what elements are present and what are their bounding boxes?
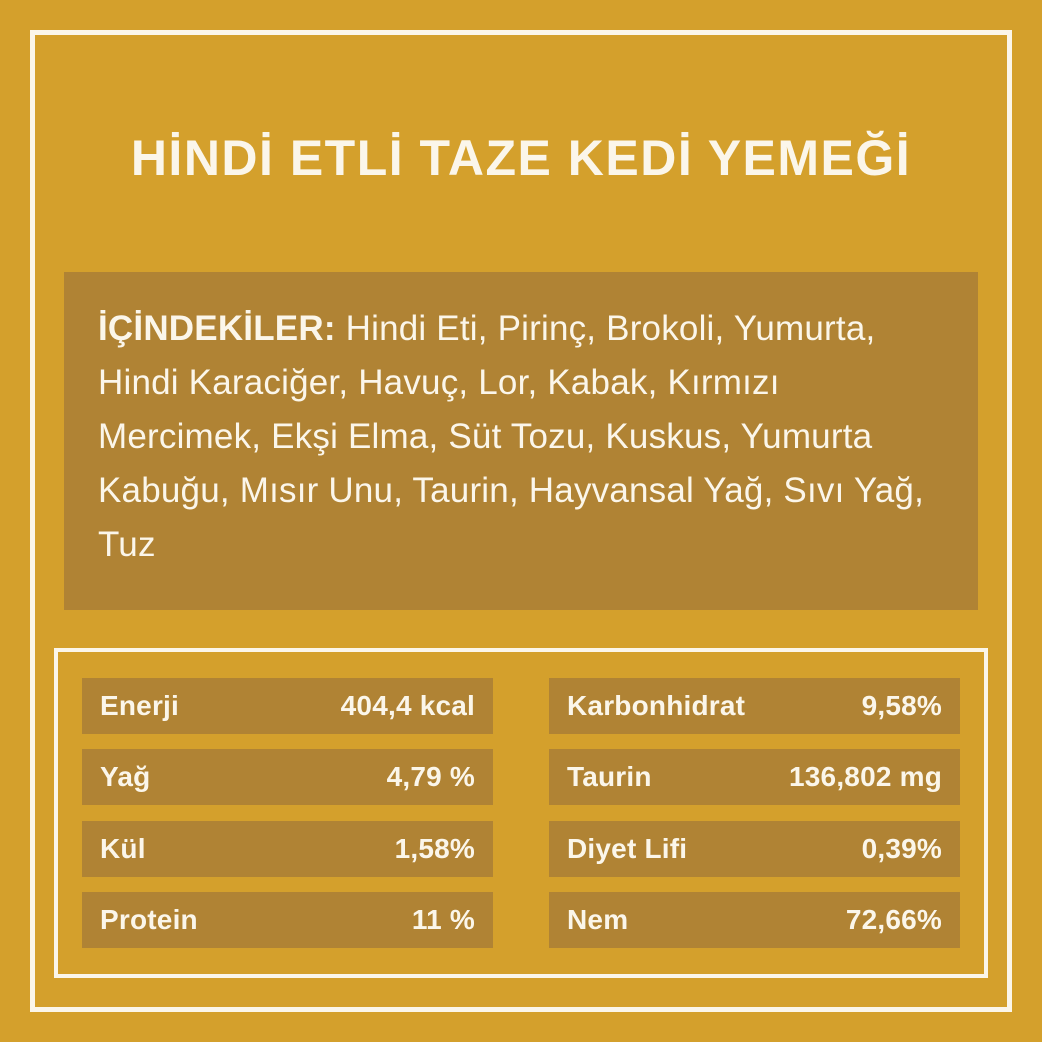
nutrient-value: 136,802 mg xyxy=(789,761,942,793)
nutrient-value: 4,79 % xyxy=(386,761,475,793)
analysis-column-left xyxy=(82,678,493,948)
nutrient-value: 72,66% xyxy=(845,903,942,935)
nutrient-value: 9,58% xyxy=(861,690,942,721)
nutrient-value: 1,58% xyxy=(394,832,475,864)
nutrient-row xyxy=(82,678,493,734)
analysis-column-right xyxy=(549,678,960,948)
nutrient-row xyxy=(549,678,960,734)
nutrient-name: Kül xyxy=(100,832,146,864)
ingredients-text xyxy=(98,302,944,572)
nutrient-row xyxy=(549,892,960,948)
nutrient-name: Diyet Lifi xyxy=(567,832,688,864)
analysis-panel xyxy=(54,648,988,978)
ingredients-label: İÇİNDEKİLER: xyxy=(98,309,336,348)
nutrient-value: 11 % xyxy=(411,903,475,935)
ingredients-panel xyxy=(64,272,978,610)
nutrient-row xyxy=(82,749,493,805)
nutrient-name: Karbonhidrat xyxy=(567,690,746,721)
nutrient-row xyxy=(549,749,960,805)
nutrient-value: 0,39% xyxy=(861,832,942,864)
nutrient-name: Protein xyxy=(100,903,198,935)
nutrient-name: Enerji xyxy=(100,690,180,721)
nutrient-row xyxy=(82,821,493,877)
nutrient-value: 404,4 kcal xyxy=(340,690,475,721)
nutrient-name: Taurin xyxy=(567,761,652,793)
ingredients-list: Hindi Eti, Pirinç, Brokoli, Yumurta, Hindi Karaciğer, Havuç, Lor, Kabak, Kırmızı Mercimek, Ekşi Elma, Süt Tozu, Kuskus, Yumurta Kabuğu, Mısır Unu, Taurin, Hayvansal Yağ, Sıvı Yağ, Tuz xyxy=(98,309,925,564)
nutrient-row xyxy=(549,821,960,877)
page-title: HİNDİ ETLİ TAZE KEDİ YEMEĞİ xyxy=(130,130,912,186)
nutrient-row xyxy=(82,892,493,948)
nutrient-name: Nem xyxy=(567,903,629,935)
nutrient-name: Yağ xyxy=(100,761,151,793)
